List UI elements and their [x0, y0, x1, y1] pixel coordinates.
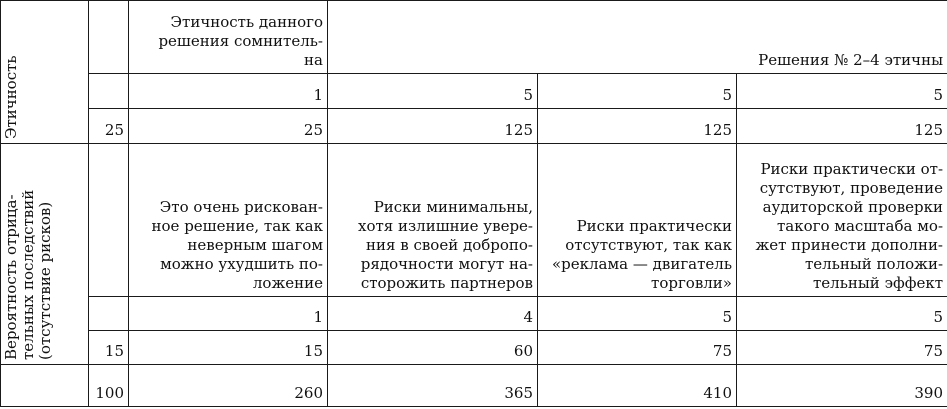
risk-weighted-row [1, 331, 947, 365]
ethics-comment-rest: Решения № 2–4 этичны [328, 1, 947, 74]
risk-weighted-2: 60 [328, 331, 538, 365]
total-value-1: 260 [129, 365, 328, 407]
risk-comment-2: Риски минимальны, хотя излишние увере- ния в своей добропо- рядочности могут на- сторожить партнеров [328, 144, 538, 297]
total-weight: 100 [89, 365, 129, 407]
ethics-weight-blank-2 [89, 74, 129, 109]
ethics-weight: 25 [89, 109, 129, 144]
risk-weighted-4: 75 [737, 331, 947, 365]
risk-weighted-1: 15 [129, 331, 328, 365]
risk-weighted-3: 75 [538, 331, 737, 365]
ethics-score-1: 1 [129, 74, 328, 109]
ethics-weighted-1: 25 [129, 109, 328, 144]
risk-score-2: 4 [328, 297, 538, 331]
risk-label-cell [1, 144, 89, 365]
ethics-label-cell [1, 1, 89, 144]
ethics-weighted-4: 125 [737, 109, 947, 144]
risk-comment-4: Риски практически от- сутствуют, проведение аудиторской проверки такого масштаба мо- жет принести дополни- тельный положи- тельный эффект [737, 144, 947, 297]
risk-comment-row [1, 144, 947, 297]
total-value-2: 365 [328, 365, 538, 407]
ethics-label: Этичность [2, 55, 20, 139]
risk-score-3: 5 [538, 297, 737, 331]
risk-comment-1: Это очень рискован- ное решение, так как неверным шагом можно ухудшить по- ложение [129, 144, 328, 297]
total-value-4: 390 [737, 365, 947, 407]
risk-score-4: 5 [737, 297, 947, 331]
risk-weight-blank [89, 144, 129, 297]
total-value-3: 410 [538, 365, 737, 407]
risk-score-row [1, 297, 947, 331]
ethics-weighted-2: 125 [328, 109, 538, 144]
ethics-weighted-row [1, 109, 947, 144]
ethics-score-row [1, 74, 947, 109]
risk-score-1: 1 [129, 297, 328, 331]
ethics-score-2: 5 [328, 74, 538, 109]
risk-label: Вероятность отрица- тельных последствий (отсутствие рисков) [2, 189, 54, 360]
risk-weight-blank-2 [89, 297, 129, 331]
ethics-weight-blank [89, 1, 129, 74]
total-row [1, 365, 947, 407]
risk-comment-3: Риски практически отсутствуют, так как «реклама — двигатель торговли» [538, 144, 737, 297]
ethics-header-row [1, 1, 947, 74]
risk-weight: 15 [89, 331, 129, 365]
ethics-weighted-3: 125 [538, 109, 737, 144]
ethics-score-3: 5 [538, 74, 737, 109]
ethics-comment-1: Этичность данного решения сомнитель- на [129, 1, 328, 74]
total-label-blank [1, 365, 89, 407]
ethics-score-4: 5 [737, 74, 947, 109]
